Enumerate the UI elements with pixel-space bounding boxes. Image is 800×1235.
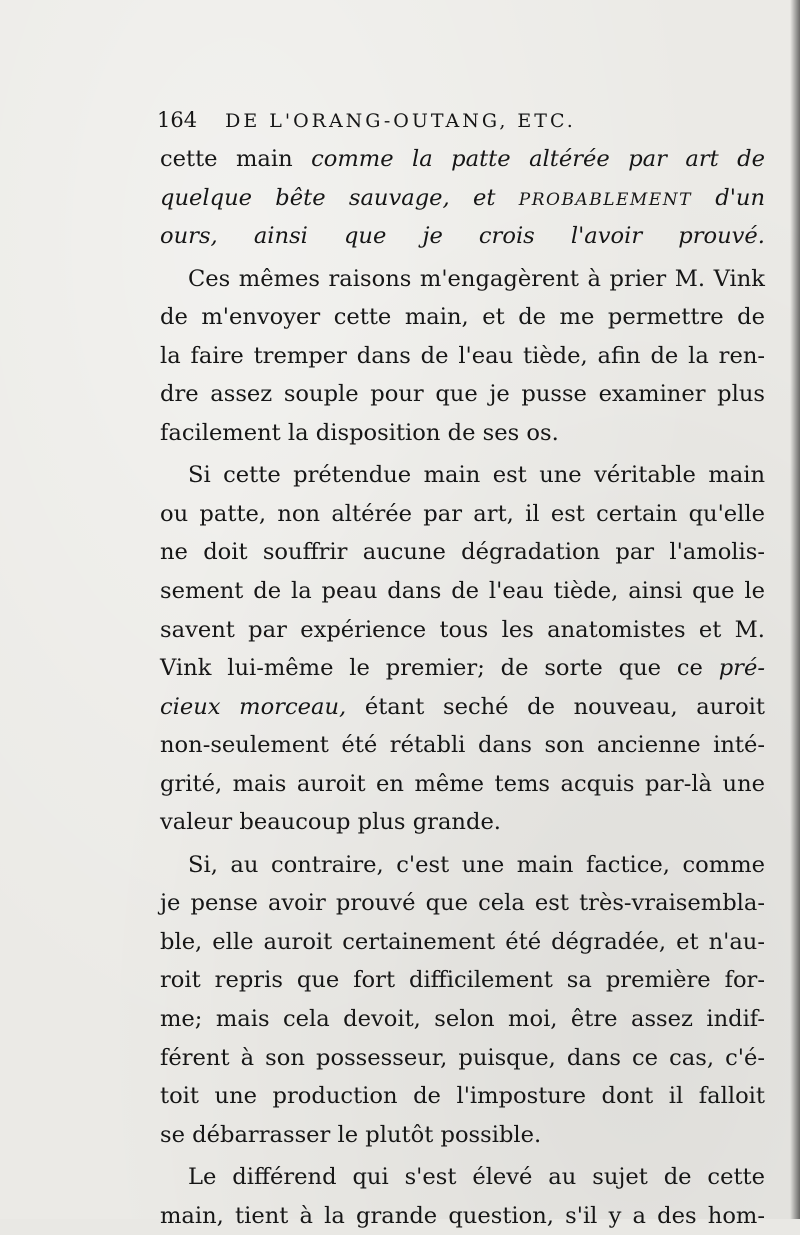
- text-line: [160, 337, 765, 376]
- text-line: [160, 217, 765, 256]
- roman-text: Si cette prétendue main est une véritable main: [188, 462, 765, 489]
- text-line: [160, 765, 765, 804]
- italic-text: cieux morceau,: [160, 693, 347, 720]
- roman-text: de m'envoyer cette main, et de me permettre de: [160, 304, 765, 331]
- roman-text: facilement la disposition de ses os.: [160, 419, 559, 446]
- roman-text: Ces mêmes raisons m'engagèrent à prier M. Vink: [188, 265, 765, 292]
- page-text-block: [157, 100, 766, 1235]
- roman-text: la faire tremper dans de l'eau tiède, afin de la ren-: [160, 342, 765, 369]
- roman-text: férent à son possesseur, puisque, dans ce cas, c'é-: [160, 1044, 765, 1071]
- text-line: [160, 726, 765, 765]
- text-line: [160, 1197, 765, 1235]
- roman-text: sement de la peau dans de l'eau tiède, ainsi que le: [160, 578, 765, 605]
- page-number: 164: [157, 108, 198, 132]
- roman-text: Vink lui-même le premier; de sorte que ce: [160, 655, 719, 682]
- text-line: [160, 179, 765, 218]
- page-edge-shadow: [790, 0, 800, 1219]
- roman-text: me; mais cela devoit, selon moi, être assez indif-: [160, 1006, 765, 1033]
- roman-text: grité, mais auroit en même tems acquis par-là une: [160, 770, 765, 797]
- roman-text: Si, au contraire, c'est une main factice, comme: [188, 851, 765, 878]
- running-title: DE L'ORANG-OUTANG, ETC.: [225, 110, 576, 132]
- roman-text: Le différend qui s'est élevé au sujet de cette: [188, 1164, 765, 1191]
- text-line: [160, 1077, 765, 1116]
- paragraph: [160, 456, 765, 841]
- text-line: [160, 611, 765, 650]
- italic-text: d'un: [691, 184, 766, 211]
- text-line: [160, 298, 765, 337]
- roman-text: savent par expérience tous les anatomistes et M.: [160, 616, 765, 643]
- paragraph: [160, 1158, 765, 1235]
- roman-text: valeur beaucoup plus grande.: [160, 809, 501, 836]
- italic-text: quelque bête sauvage, et: [160, 184, 519, 211]
- roman-text: main, tient à la grande question, s'il y a des hom-: [160, 1202, 765, 1229]
- text-line: [160, 456, 765, 495]
- text-line: [160, 1116, 765, 1155]
- text-line: [160, 649, 765, 688]
- paragraph: [160, 260, 765, 453]
- roman-text: dre assez souple pour que je pusse examiner plus: [160, 381, 765, 408]
- text-line: [160, 1039, 765, 1078]
- text-line: [160, 688, 765, 727]
- text-line: [160, 1000, 765, 1039]
- body-text: [160, 140, 765, 1235]
- italic-text: pré-: [718, 655, 765, 682]
- roman-text: je pense avoir prouvé que cela est très-vraisembla-: [160, 890, 765, 917]
- roman-text: se débarrasser le plutôt possible.: [160, 1121, 542, 1148]
- roman-text: toit une production de l'imposture dont il falloit: [160, 1083, 765, 1110]
- text-line: [160, 961, 765, 1000]
- roman-text: ne doit souffrir aucune dégradation par l'amolis-: [160, 539, 765, 566]
- text-line: [160, 140, 765, 179]
- roman-text: étant seché de nouveau, auroit: [346, 693, 765, 720]
- text-line: [160, 260, 765, 299]
- roman-text: non-seulement été rétabli dans son ancienne inté-: [160, 732, 765, 759]
- text-line: [160, 533, 765, 572]
- roman-text: roit repris que fort difficilement sa première for-: [160, 967, 765, 994]
- paragraph: [160, 846, 765, 1154]
- roman-text: cette main: [160, 146, 312, 172]
- small-caps-text: PROBABLEMENT: [518, 189, 692, 210]
- text-line: [160, 495, 765, 534]
- text-line: [160, 803, 765, 842]
- roman-text: ble, elle auroit certainement été dégradée, et n'au-: [160, 928, 765, 955]
- text-line: [160, 414, 765, 453]
- text-line: [160, 884, 765, 923]
- italic-text: comme la patte altérée par art de: [311, 146, 765, 172]
- text-line: [160, 923, 765, 962]
- text-line: [160, 1158, 765, 1197]
- text-line: [160, 846, 765, 885]
- roman-text: ou patte, non altérée par art, il est certain qu'elle: [160, 500, 765, 527]
- text-line: [160, 572, 765, 611]
- text-line: [160, 375, 765, 414]
- running-header: [157, 100, 765, 140]
- italic-text: ours, ainsi que je crois l'avoir prouvé.: [160, 223, 765, 250]
- paragraph: [160, 140, 765, 256]
